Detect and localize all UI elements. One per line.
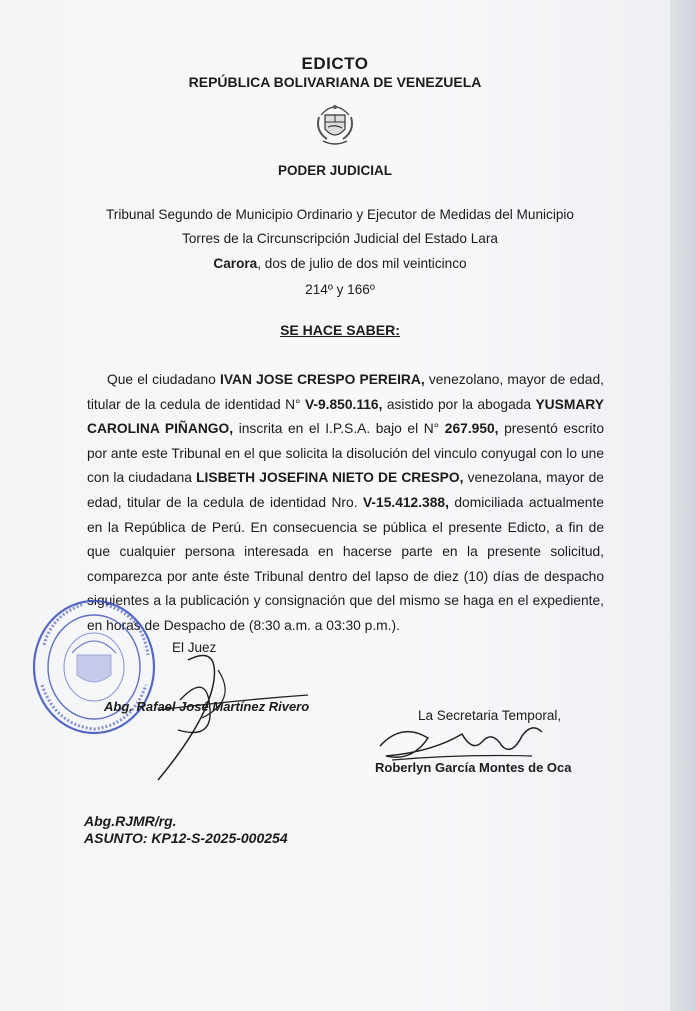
petitioner-id: V-9.850.116, bbox=[304, 396, 383, 412]
date-text: , dos de julio de dos mil veinticinco bbox=[257, 256, 467, 271]
court-name-line1: Tribunal Segundo de Municipio Ordinario y Ejecutor de Medidas del Municipio bbox=[106, 207, 574, 222]
lawyer-number: 267.950, bbox=[444, 421, 499, 437]
body-text-segment: inscrita en el I.P.S.A. bajo el N° bbox=[238, 421, 440, 437]
judge-name: Abg. Rafael José Martínez Rivero bbox=[104, 699, 310, 714]
body-text-segment: venezolana, mayor de edad, titular de la cedula de identidad Nro. bbox=[87, 470, 604, 510]
body-text-segment: venezolano, mayor de edad, titular de la cedula de identidad N° bbox=[87, 372, 604, 412]
branch-name: PODER JUDICIAL bbox=[277, 163, 392, 178]
coat-of-arms-icon bbox=[311, 97, 359, 147]
notice-heading: SE HACE SABER: bbox=[280, 322, 400, 338]
body-text-segment: presentó escrito por ante este Tribunal en el que solicita la disolución del vinculo conyugal con lo une con la ciudadana bbox=[87, 421, 604, 486]
judge-label: El Juez bbox=[172, 640, 217, 655]
lawyer-name: YUSMARY CAROLINA PIÑANGO, bbox=[87, 396, 604, 437]
initials-reference: Abg.RJMR/rg. bbox=[84, 813, 177, 829]
secretary-label: La Secretaria Temporal, bbox=[418, 708, 562, 723]
spouse-id: V-15.412.388, bbox=[362, 494, 449, 510]
body-text-segment: Que el ciudadano bbox=[107, 372, 216, 387]
court-name-line2: Torres de la Circunscripción Judicial del Estado Lara bbox=[182, 231, 498, 246]
body-text-segment: asistido por la abogada bbox=[386, 396, 532, 412]
place-date-line bbox=[0, 256, 680, 271]
petitioner-name: IVAN JOSE CRESPO PEREIRA, bbox=[220, 372, 425, 387]
page-edge-shadow bbox=[670, 0, 696, 1011]
case-number: ASUNTO: KP12-S-2025-000254 bbox=[84, 830, 288, 846]
judge-signature bbox=[118, 640, 328, 790]
document-title: EDICTO bbox=[301, 54, 369, 73]
republic-years: 214º y 166º bbox=[305, 282, 375, 297]
city-name: Carora bbox=[213, 256, 258, 271]
body-text-segment: domiciliada actualmente en la República de Perú. En consecuencia se pública el presente Edicto, a fin de que cualquier persona interesada en hacerse parte en la presente solicitud, comparezca por ante éste Tribunal dentro del lapso de diez (10) días de despacho siguientes a la publicación y consignación que del mismo se haga en el expediente, en horas de Despacho de (8:30 a.m. a 03:30 p.m.). bbox=[87, 494, 604, 633]
spouse-name: LISBETH JOSEFINA NIETO DE CRESPO, bbox=[196, 470, 464, 486]
country-name: REPÚBLICA BOLIVARIANA DE VENEZUELA bbox=[188, 74, 482, 90]
secretary-name: Roberlyn García Montes de Oca bbox=[375, 760, 572, 775]
